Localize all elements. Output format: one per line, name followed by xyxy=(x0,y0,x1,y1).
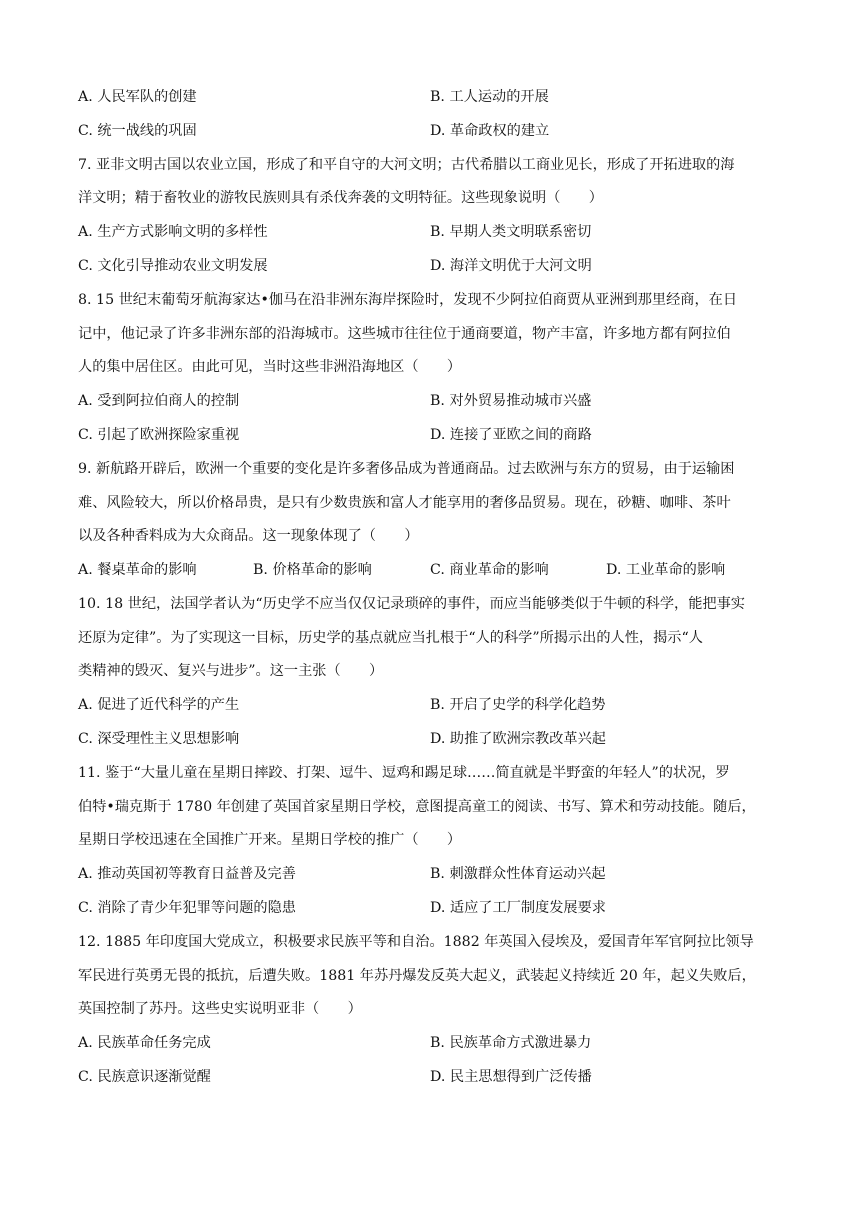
q6-option-c: C. 统一战线的巩固 xyxy=(78,123,197,139)
q9-option-c: C. 商业革命的影响 xyxy=(430,562,549,578)
q8-option-b: B. 对外贸易推动城市兴盛 xyxy=(430,393,592,409)
q12-stem-line2: 军民进行英勇无畏的抵抗，后遭失败。1881 年苏丹爆发反英大起义，武装起义持续近 20 年，起义失败后， xyxy=(78,968,756,984)
q8-stem-line1: 8. 15 世纪末葡萄牙航海家达•伽马在沿非洲东海岸探险时，发现不少阿拉伯商贾从亚洲到那里经商，在日 xyxy=(78,292,738,308)
q11-option-b: B. 刺激群众性体育运动兴起 xyxy=(430,866,606,882)
q7-option-c: C. 文化引导推动农业文明发展 xyxy=(78,258,268,274)
q9-stem-line2: 难、风险较大，所以价格昂贵，是只有少数贵族和富人才能享用的奢侈品贸易。现在，砂糖、咖啡、茶叶 xyxy=(78,495,731,511)
q11-option-d: D. 适应了工厂制度发展要求 xyxy=(430,900,606,916)
q11-stem-line1: 11. 鉴于“大量儿童在星期日摔跤、打架、逗牛、逗鸡和踢足球……简直就是半野蛮的年轻人”的状况，罗 xyxy=(78,765,730,781)
q9-option-a: A. 餐桌革命的影响 xyxy=(78,562,197,578)
q8-option-a: A. 受到阿拉伯商人的控制 xyxy=(78,393,240,409)
q9-option-b: B. 价格革命的影响 xyxy=(253,562,372,578)
q7-option-a: A. 生产方式影响文明的多样性 xyxy=(78,224,268,240)
q12-option-c: C. 民族意识逐渐觉醒 xyxy=(78,1069,211,1085)
q9-stem-line3: 以及各种香料成为大众商品。这一现象体现了（ ） xyxy=(78,528,419,544)
q7-stem-line1: 7. 亚非文明古国以农业立国，形成了和平自守的大河文明；古代希腊以工商业见长，形成了开拓进取的海 xyxy=(78,157,735,173)
q10-option-c: C. 深受理性主义思想影响 xyxy=(78,731,240,747)
q10-stem-line2: 还原为定律”。为了实现这一目标，历史学的基点就应当扎根于“人的科学”所揭示出的人性，揭示“人 xyxy=(78,630,703,646)
q7-option-d: D. 海洋文明优于大河文明 xyxy=(430,258,592,274)
q9-stem-line1: 9. 新航路开辟后，欧洲一个重要的变化是许多奢侈品成为普通商品。过去欧洲与东方的贸易，由于运输困 xyxy=(78,461,735,477)
q8-stem-line2: 记中，他记录了许多非洲东部的沿海城市。这些城市往往位于通商要道，物产丰富，许多地方都有阿拉伯 xyxy=(78,326,731,342)
q10-option-b: B. 开启了史学的科学化趋势 xyxy=(430,697,606,713)
q11-option-c: C. 消除了青少年犯罪等问题的隐患 xyxy=(78,900,296,916)
q11-option-a: A. 推动英国初等教育日益普及完善 xyxy=(78,866,296,882)
q8-option-c: C. 引起了欧洲探险家重视 xyxy=(78,427,240,443)
q9-option-d: D. 工业革命的影响 xyxy=(606,562,726,578)
q12-stem-line3: 英国控制了苏丹。这些史实说明亚非（ ） xyxy=(78,1001,362,1017)
q10-option-d: D. 助推了欧洲宗教改革兴起 xyxy=(430,731,606,747)
q6-option-d: D. 革命政权的建立 xyxy=(430,123,550,139)
q10-stem-line1: 10. 18 世纪，法国学者认为“历史学不应当仅仅记录琐碎的事件，而应当能够类似于牛顿的科学，能把事实 xyxy=(78,596,745,612)
q12-option-b: B. 民族革命方式激进暴力 xyxy=(430,1035,592,1051)
q12-option-d: D. 民主思想得到广泛传播 xyxy=(430,1069,592,1085)
q10-stem-line3: 类精神的毁灭、复兴与进步”。这一主张（ ） xyxy=(78,663,384,679)
q8-stem-line3: 人的集中居住区。由此可见，当时这些非洲沿海地区（ ） xyxy=(78,359,462,375)
q7-option-b: B. 早期人类文明联系密切 xyxy=(430,224,592,240)
q7-stem-line2: 洋文明；精于畜牧业的游牧民族则具有杀伐奔袭的文明特征。这些现象说明（ ） xyxy=(78,190,603,206)
q6-option-b: B. 工人运动的开展 xyxy=(430,89,549,105)
q8-option-d: D. 连接了亚欧之间的商路 xyxy=(430,427,592,443)
q11-stem-line3: 星期日学校迅速在全国推广开来。星期日学校的推广（ ） xyxy=(78,832,462,848)
q12-stem-line1: 12. 1885 年印度国大党成立，积极要求民族平等和自治。1882 年英国入侵埃及，爱国青年军官阿拉比领导 xyxy=(78,934,754,950)
q11-stem-line2: 伯特•瑞克斯于 1780 年创建了英国首家星期日学校，意图提高童工的阅读、书写、算术和劳动技能。随后， xyxy=(78,799,756,815)
q12-option-a: A. 民族革命任务完成 xyxy=(78,1035,211,1051)
q6-option-a: A. 人民军队的创建 xyxy=(78,89,197,105)
q10-option-a: A. 促进了近代科学的产生 xyxy=(78,697,240,713)
